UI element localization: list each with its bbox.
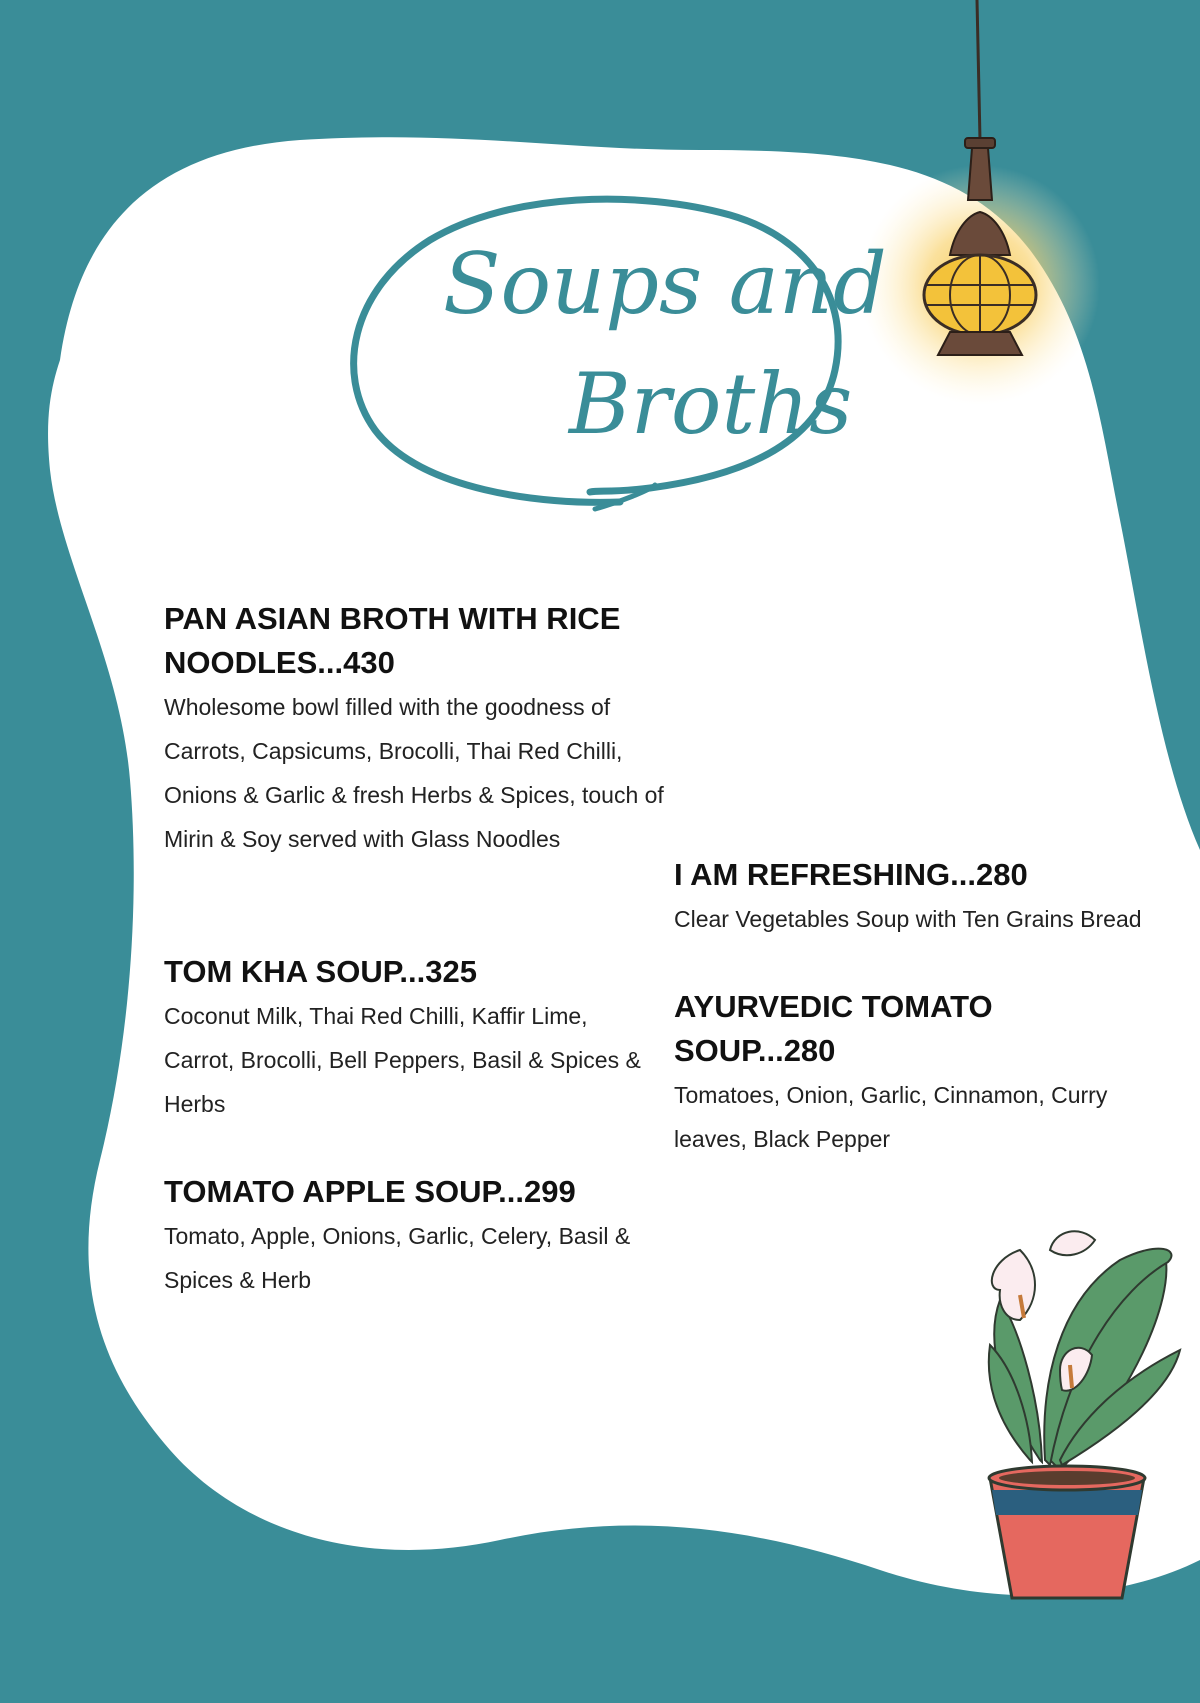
menu-item <box>164 1170 664 1302</box>
menu-item <box>674 853 1174 941</box>
menu-item-name: PAN ASIAN BROTH WITH RICE NOODLES...430 <box>164 601 621 680</box>
menu-title-line-2: Broths <box>569 355 853 453</box>
menu-item <box>674 985 1154 1161</box>
menu-item-name: AYURVEDIC TOMATO SOUP...280 <box>674 989 993 1068</box>
menu-item-description: Clear Vegetables Soup with Ten Grains Bread <box>674 906 1142 932</box>
menu-item-description: Coconut Milk, Thai Red Chilli, Kaffir Lime, Carrot, Brocolli, Bell Peppers, Basil & Spices & Herbs <box>164 1003 641 1117</box>
menu-item <box>164 597 664 861</box>
menu-item-description: Tomatoes, Onion, Garlic, Cinnamon, Curry leaves, Black Pepper <box>674 1082 1108 1152</box>
menu-item-name: TOMATO APPLE SOUP...299 <box>164 1174 576 1209</box>
menu-item-name: TOM KHA SOUP...325 <box>164 954 477 989</box>
menu-title-line-1: Soups and <box>443 235 887 333</box>
menu-item <box>164 950 664 1126</box>
hanging-lantern-icon <box>860 0 1100 405</box>
menu-item-name: I AM REFRESHING...280 <box>674 857 1028 892</box>
menu-item-description: Tomato, Apple, Onions, Garlic, Celery, Basil & Spices & Herb <box>164 1223 631 1293</box>
menu-item-description: Wholesome bowl filled with the goodness of Carrots, Capsicums, Brocolli, Thai Red Chilli, Onions & Garlic & fresh Herbs & Spices, touch of Mirin & Soy served with Glass Noodles <box>164 694 664 852</box>
